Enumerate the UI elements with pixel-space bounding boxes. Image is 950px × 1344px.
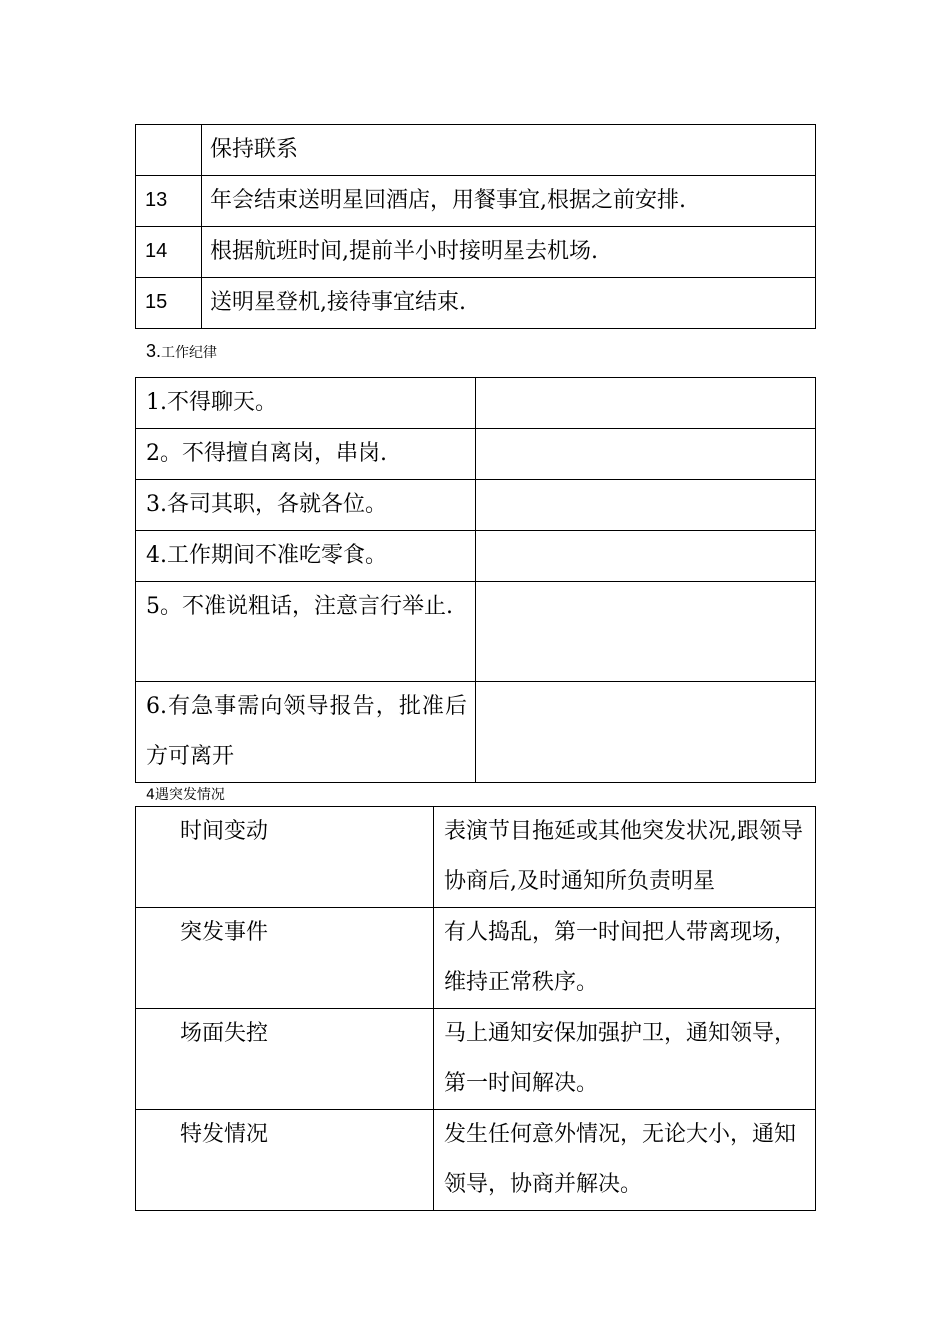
table-row <box>136 480 816 531</box>
table-row <box>136 908 816 1009</box>
emergency-table <box>135 806 816 1211</box>
section-heading-emergency: 4遇突发情况 <box>146 787 225 803</box>
rule-extra <box>476 480 816 531</box>
table-row <box>136 378 816 429</box>
table-row <box>136 807 816 908</box>
rule-text: 3.各司其职，各就各位。 <box>136 480 476 531</box>
situation-type: 时间变动 <box>136 807 434 908</box>
rule-text: 5。不准说粗话，注意言行举止. <box>136 582 476 682</box>
table-row <box>136 531 816 582</box>
table-row <box>136 429 816 480</box>
rule-extra <box>476 378 816 429</box>
discipline-table <box>135 377 816 783</box>
situation-type: 突发事件 <box>136 908 434 1009</box>
table-row <box>136 582 816 682</box>
table-row <box>136 125 816 176</box>
table-row <box>136 1009 816 1110</box>
situation-action: 发生任何意外情况，无论大小，通知领导，协商并解决。 <box>434 1110 816 1211</box>
section-title: 工作纪律 <box>161 345 218 361</box>
row-text: 保持联系 <box>202 125 816 176</box>
row-text: 送明星登机,接待事宜结束. <box>202 278 816 329</box>
section-heading-discipline <box>146 341 217 362</box>
situation-type: 特发情况 <box>136 1110 434 1211</box>
situation-action: 有人捣乱，第一时间把人带离现场，维持正常秩序。 <box>434 908 816 1009</box>
row-number <box>136 125 202 176</box>
rule-text: 4.工作期间不准吃零食。 <box>136 531 476 582</box>
row-number: 13 <box>136 176 202 227</box>
situation-type: 场面失控 <box>136 1009 434 1110</box>
rule-extra <box>476 531 816 582</box>
section-number: 3. <box>146 341 162 361</box>
table-row <box>136 227 816 278</box>
rule-text: 2。不得擅自离岗，串岗. <box>136 429 476 480</box>
rule-extra <box>476 682 816 783</box>
table-row <box>136 1110 816 1211</box>
table-row <box>136 278 816 329</box>
rule-text: 1.不得聊天。 <box>136 378 476 429</box>
row-number: 14 <box>136 227 202 278</box>
situation-action: 表演节目拖延或其他突发状况,跟领导协商后,及时通知所负责明星 <box>434 807 816 908</box>
row-text: 年会结束送明星回酒店，用餐事宜,根据之前安排. <box>202 176 816 227</box>
table-row <box>136 682 816 783</box>
rule-text: 6.有急事需向领导报告，批准后方可离开 <box>136 682 476 783</box>
row-number: 15 <box>136 278 202 329</box>
schedule-table <box>135 124 816 329</box>
rule-extra <box>476 429 816 480</box>
table-row <box>136 176 816 227</box>
rule-extra <box>476 582 816 682</box>
situation-action: 马上通知安保加强护卫，通知领导，第一时间解决。 <box>434 1009 816 1110</box>
row-text: 根据航班时间,提前半小时接明星去机场. <box>202 227 816 278</box>
